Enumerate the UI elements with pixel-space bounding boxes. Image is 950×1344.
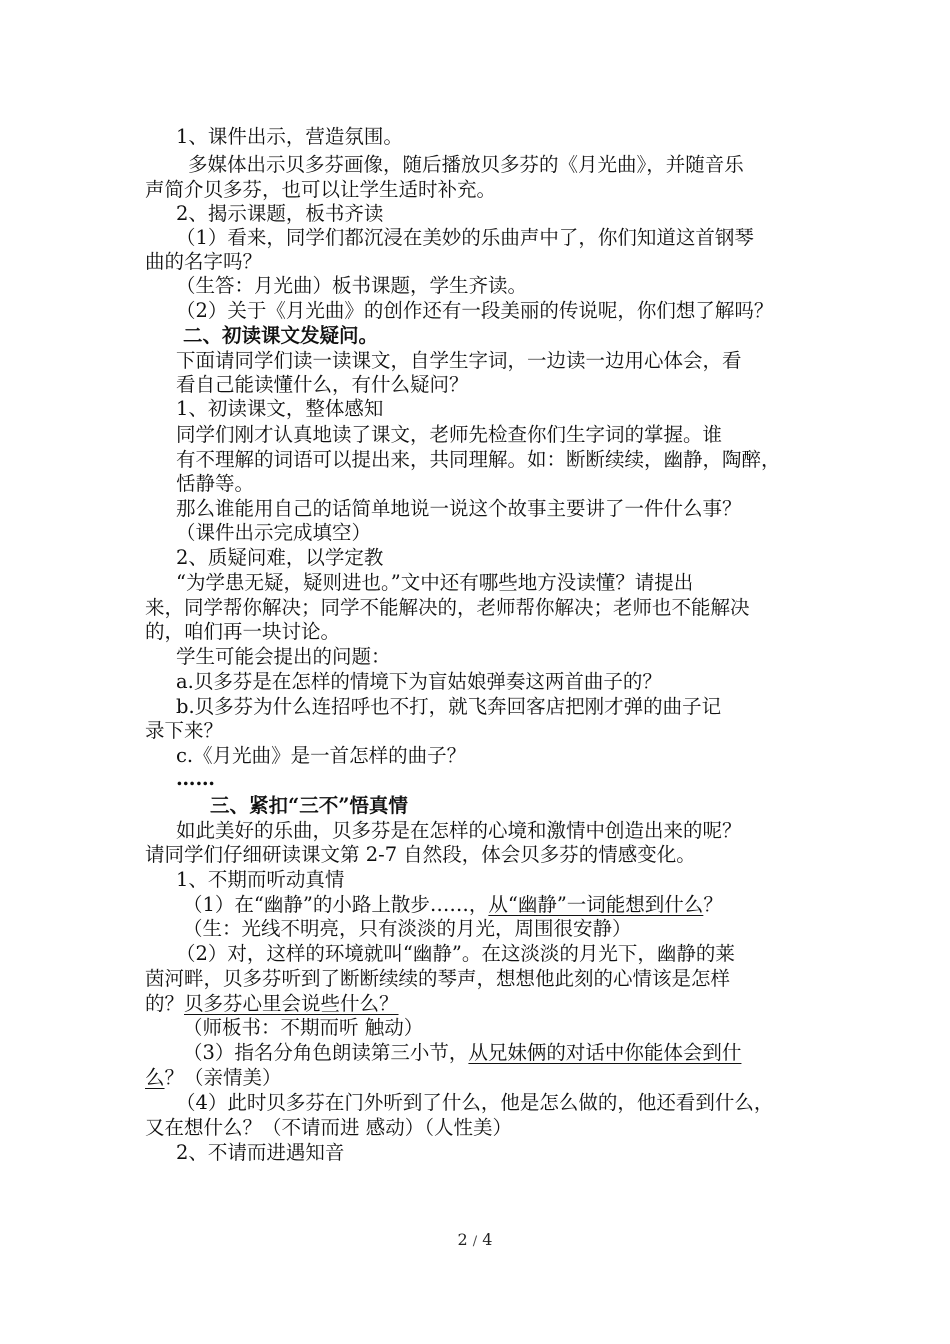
underlined-question: 贝多芬心里会说些什么？ xyxy=(184,992,399,1015)
text-line: 来，同学帮你解决；同学不能解决的，老师帮你解决；老师也不能解决 xyxy=(145,596,750,619)
text-line: 请同学们仔细研读课文第 2-7 自然段，体会贝多芬的情感变化。 xyxy=(145,843,696,866)
text-line: 1、课件出示，营造氛围。 xyxy=(176,125,403,148)
page-separator: / xyxy=(472,1234,478,1249)
text-line: 么？（亲情美） xyxy=(145,1066,282,1089)
text-line: （2）关于《月光曲》的创作还有一段美丽的传说呢，你们想了解吗？ xyxy=(176,299,774,322)
text-line: c.《月光曲》是一首怎样的曲子？ xyxy=(176,744,467,767)
text-line: （生答：月光曲）板书课题，学生齐读。 xyxy=(176,274,528,297)
text-line: （4）此时贝多芬在门外听到了什么，他是怎么做的，他还看到什么， xyxy=(176,1091,774,1114)
text-line: （生：光线不明亮，只有淡淡的月光，周围很安静） xyxy=(183,917,632,940)
text-line: 2、不请而进遇知音 xyxy=(176,1141,345,1164)
text-line: 2、揭示课题，板书齐读 xyxy=(176,202,384,225)
section-heading: 二、初读课文发疑问。 xyxy=(183,324,379,347)
text-line: 多媒体出示贝多芬画像，随后播放贝多芬的《月光曲》，并随音乐 xyxy=(188,153,744,176)
underlined-question: 么 xyxy=(145,1066,165,1089)
text-line: 看自己能读懂什么，有什么疑问？ xyxy=(176,373,469,396)
text-line: 有不理解的词语可以提出来，共同理解。如：断断续续，幽静，陶醉， xyxy=(176,448,781,471)
text-line: （1）在“幽静”的小路上散步……，从“幽静”一词能想到什么？ xyxy=(183,893,723,916)
text-line: （1）看来，同学们都沉浸在美妙的乐曲声中了，你们知道这首钢琴 xyxy=(176,226,754,249)
text-line: “为学患无疑，疑则进也。”文中还有哪些地方没读懂？请提出 xyxy=(176,571,694,594)
text-line: 录下来？ xyxy=(145,719,224,742)
underlined-question: 从“幽静”一词能想到什么 xyxy=(488,893,704,916)
text-line: 下面请同学们读一读课文，自学生字词，一边读一边用心体会，看 xyxy=(176,349,742,372)
text-line: （2）对，这样的环境就叫“幽静”。在这淡淡的月光下，幽静的莱 xyxy=(176,942,735,965)
text-line: 茵河畔，贝多芬听到了断断续续的琴声，想想他此刻的心情该是怎样 xyxy=(145,967,731,990)
text-line: a.贝多芬是在怎样的情境下为盲姑娘弹奏这两首曲子的？ xyxy=(176,670,662,693)
text-line: 同学们刚才认真地读了课文，老师先检查你们生字词的掌握。谁 xyxy=(176,423,723,446)
page-current: 2 xyxy=(457,1230,468,1249)
page-number xyxy=(0,1230,950,1249)
page-total: 4 xyxy=(482,1230,493,1249)
text-line: （师板书：不期而听 触动） xyxy=(183,1016,424,1039)
text-line: 又在想什么？（不请而进 感动）（人性美） xyxy=(145,1116,512,1139)
text-line: 2、质疑问难，以学定教 xyxy=(176,546,384,569)
text-line: 恬静等。 xyxy=(176,472,255,495)
text-line: b.贝多芬为什么连招呼也不打，就飞奔回客店把刚才弹的曲子记 xyxy=(176,695,722,718)
text-line: 那么谁能用自己的话简单地说一说这个故事主要讲了一件什么事？ xyxy=(176,497,742,520)
text-line: 的，咱们再一块讨论。 xyxy=(145,620,341,643)
text-line: 1、初读课文，整体感知 xyxy=(176,397,384,420)
text-line: 的？贝多芬心里会说些什么？ xyxy=(145,992,399,1015)
text-line: 声简介贝多芬，也可以让学生适时补充。 xyxy=(145,178,497,201)
text-line: 1、不期而听动真情 xyxy=(176,868,345,891)
text-line: 曲的名字吗？ xyxy=(145,250,263,273)
text-line: （课件出示完成填空） xyxy=(176,521,372,544)
text-line: 学生可能会提出的问题： xyxy=(176,645,391,668)
underlined-question: 从兄妹俩的对话中你能体会到什 xyxy=(468,1041,742,1064)
ellipsis: …… xyxy=(176,767,215,790)
text-line: （3）指名分角色朗读第三小节，从兄妹俩的对话中你能体会到什 xyxy=(183,1041,742,1064)
text-line: 如此美好的乐曲，贝多芬是在怎样的心境和激情中创造出来的呢？ xyxy=(176,819,742,842)
section-heading: 三、紧扣“三不”悟真情 xyxy=(210,794,408,817)
